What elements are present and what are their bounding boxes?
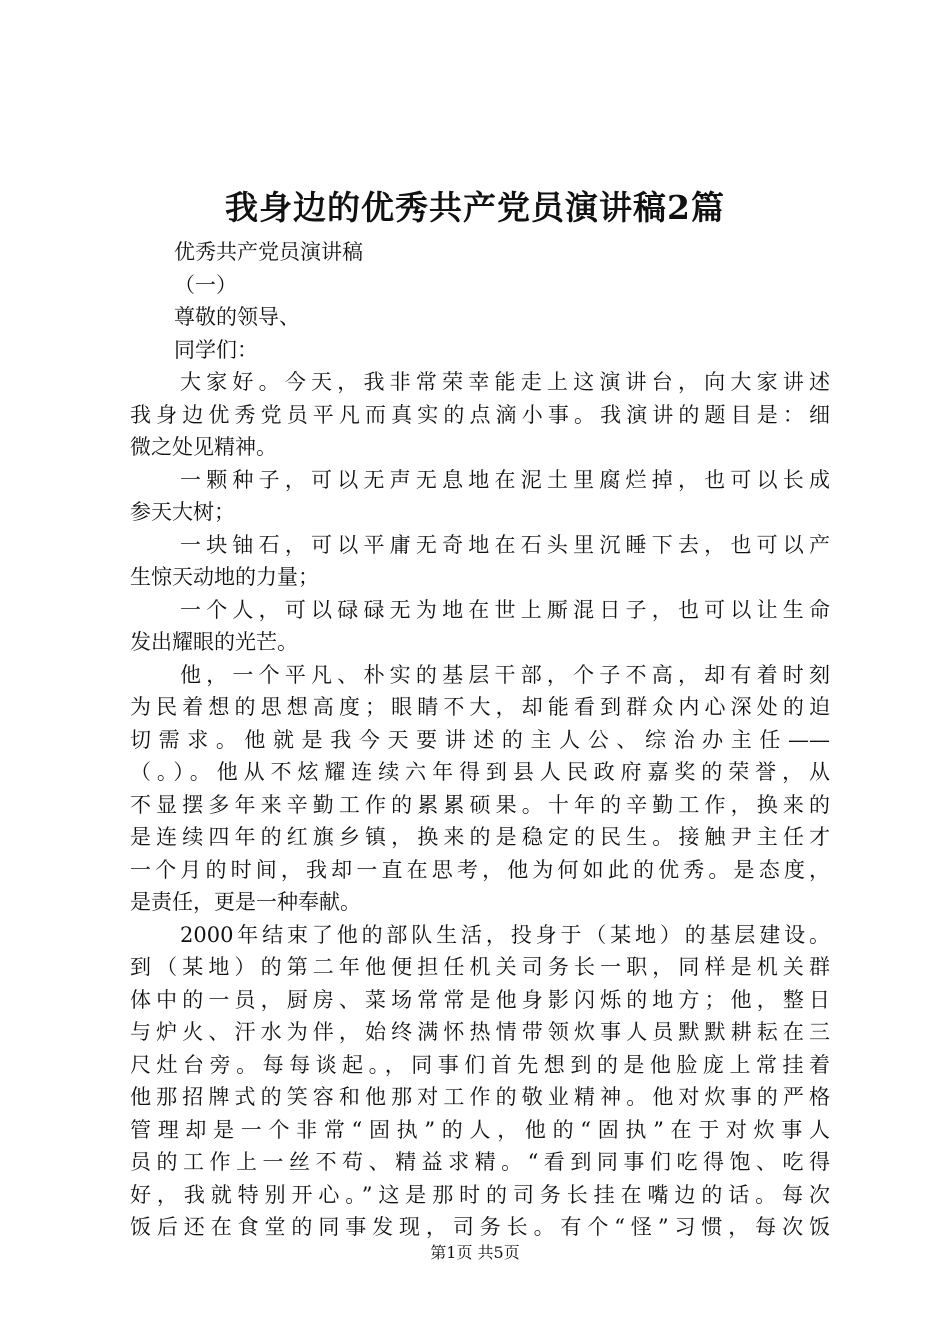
paragraph-line: 体中的一员，厨房、菜场常常是他身影闪烁的地方；他，整日 — [130, 987, 830, 1012]
paragraph-line: 微之处见精神。 — [130, 435, 277, 459]
paragraph-line: 他那招牌式的笑容和他那对工作的敬业精神。他对炊事的严格 — [130, 1085, 830, 1109]
paragraph-line: 一块铀石，可以平庸无奇地在石头里沉睡下去，也可以产 — [180, 532, 830, 557]
paragraph-line: 一个月的时间，我却一直在思考，他为何如此的优秀。是态度， — [130, 857, 830, 882]
paragraph-line: 参天大树； — [130, 500, 235, 524]
paragraph-line: 管理却是一个非常“固执”的人，他的“固执”在于对炊事人 — [130, 1117, 830, 1142]
paragraph-line: 与炉火、汗水为伴，始终满怀热情带领炊事人员默默耕耘在三 — [130, 1020, 830, 1044]
section-number: （一） — [174, 272, 237, 297]
paragraph-line: 不显摆多年来辛勤工作的累累硕果。十年的辛勤工作，换来的 — [130, 792, 830, 817]
paragraph-line: 为民着想的思想高度；眼睛不大，却能看到群众内心深处的迫 — [130, 695, 830, 719]
page-footer: 第1页 共5页 — [430, 1243, 520, 1262]
paragraph-line: 一个人，可以碌碌无为地在世上厮混日子，也可以让生命 — [180, 597, 830, 622]
paragraph-line: （。）。他从不炫耀连续六年得到县人民政府嘉奖的荣誉，从 — [130, 760, 830, 784]
paragraph-line: 是责任，更是一种奉献。 — [130, 890, 361, 914]
paragraph-line: 到（某地）的第二年他便担任机关司务长一职，同样是机关群 — [130, 955, 830, 979]
paragraph-line: 尺灶台旁。每每谈起。，同事们首先想到的是他脸庞上常挂着 — [130, 1052, 830, 1077]
paragraph-line: 我身边优秀党员平凡而真实的点滴小事。我演讲的题目是：细 — [130, 402, 830, 427]
section-heading: 优秀共产党员演讲稿 — [174, 240, 363, 264]
paragraph-line: 员的工作上一丝不苟、精益求精。“看到同事们吃得饱、吃得 — [130, 1150, 830, 1174]
salutation-line: 尊敬的领导、 — [174, 305, 300, 329]
paragraph-line: 饭后还在食堂的同事发现，司务长。有个“怪”习惯，每次饭 — [130, 1215, 830, 1239]
paragraph-line: 好，我就特别开心。”这是那时的司务长挂在嘴边的话。每次 — [130, 1182, 830, 1207]
document-body — [130, 236, 830, 1244]
paragraph-line: 一颗种子，可以无声无息地在泥土里腐烂掉，也可以长成 — [180, 467, 830, 492]
paragraph-line: 是连续四年的红旗乡镇，换来的是稳定的民生。接触尹主任才 — [130, 825, 830, 849]
document-title: 我身边的优秀共产党员演讲稿2篇 — [225, 188, 725, 227]
paragraph-line: 他，一个平凡、朴实的基层干部，个子不高，却有着时刻 — [180, 662, 830, 687]
paragraph-line: 大家好。今天，我非常荣幸能走上这演讲台，向大家讲述 — [180, 370, 830, 394]
paragraph-line: 切需求。他就是我今天要讲述的主人公、综治办主任—— — [130, 727, 830, 752]
paragraph-line: 2000年结束了他的部队生活，投身于（某地）的基层建设。 — [180, 922, 830, 947]
salutation-line: 同学们： — [174, 337, 258, 362]
paragraph-line: 发出耀眼的光芒。 — [130, 630, 298, 654]
paragraph-line: 生惊天动地的力量； — [130, 565, 319, 589]
